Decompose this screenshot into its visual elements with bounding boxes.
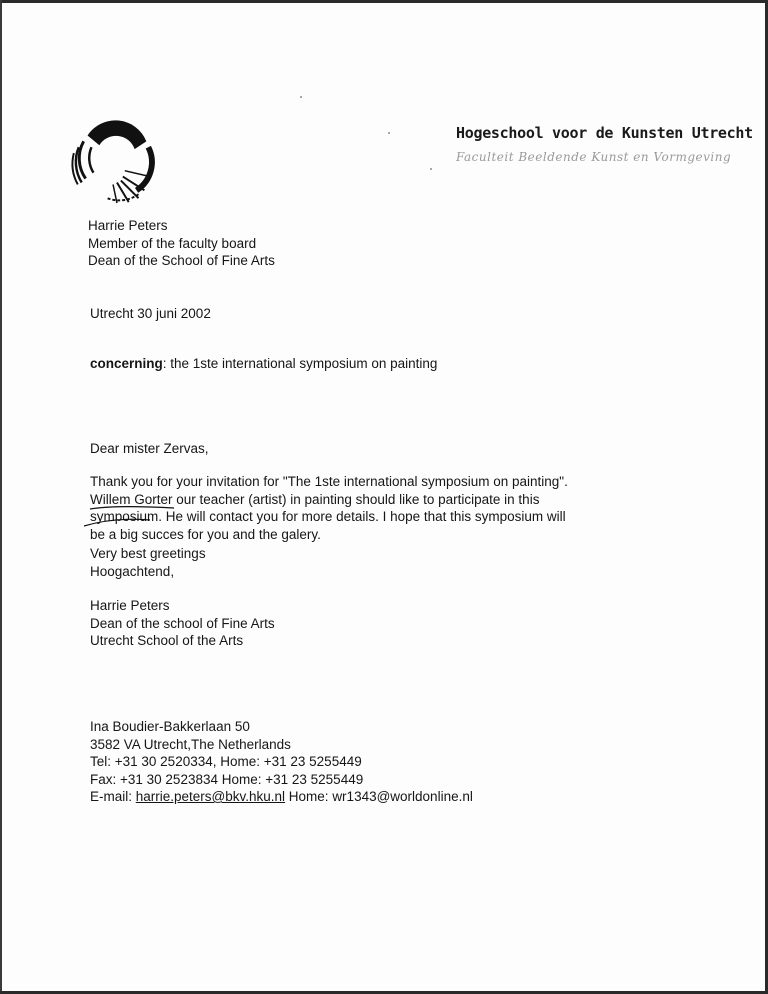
subject-label: concerning (90, 356, 163, 371)
address-tel: Tel: +31 30 2520334, Home: +31 23 5255449 (90, 754, 362, 769)
salutation: Dear mister Zervas, (90, 441, 209, 456)
sender-name: Harrie Peters (88, 218, 168, 233)
address-email-line (90, 788, 473, 806)
signature-line: Harrie Peters (90, 598, 170, 613)
pen-underline-mark (78, 490, 198, 530)
address-city: 3582 VA Utrecht,The Netherlands (90, 736, 291, 752)
email-home-prefix: Home: (285, 789, 333, 804)
sender-role: Member of the faculty board (88, 235, 257, 251)
subject-line (90, 355, 437, 373)
signature-block (90, 597, 275, 650)
body-line: Willem Gorter our teacher (artist) in painting should like to participate in this (90, 491, 540, 507)
organization-subtitle: Faculteit Beeldende Kunst en Vormgeving (456, 150, 732, 164)
school-logo (66, 108, 164, 206)
email-prefix: E-mail: (90, 789, 136, 804)
scan-edge-top (0, 0, 768, 3)
body-line: symposium. He will contact you for more details. I hope that this symposium will (90, 509, 566, 524)
scan-speck (430, 168, 432, 170)
signature-line: Dean of the school of Fine Arts (90, 615, 275, 631)
signature-line: Utrecht School of the Arts (90, 633, 244, 648)
address-block (90, 718, 473, 806)
sender-title: Dean of the School of Fine Arts (88, 253, 275, 268)
subject-text: : the 1ste international symposium on painting (162, 356, 438, 371)
address-fax: Fax: +31 30 2523834 Home: +31 23 5255449 (90, 771, 364, 787)
closing-line: Hoogachtend, (90, 563, 175, 579)
email-work-link[interactable]: harrie.peters@bkv.hku.nl (135, 789, 286, 804)
address-street: Ina Boudier-Bakkerlaan 50 (90, 719, 250, 734)
organization-name: Hogeschool voor de Kunsten Utrecht (456, 124, 753, 142)
scan-speck (388, 132, 390, 134)
sender-block (88, 217, 275, 270)
email-home-link[interactable]: wr1343@worldonline.nl (332, 789, 473, 804)
body-line: Thank you for your invitation for "The 1ste international symposium on painting". (90, 474, 568, 489)
scan-speck (300, 96, 302, 98)
letter-date: Utrecht 30 juni 2002 (90, 306, 211, 321)
closing-line: Very best greetings (90, 546, 206, 561)
body-line: be a big succes for you and the galery. (90, 526, 321, 542)
scan-edge-left (0, 0, 2, 994)
closing-block (90, 545, 206, 580)
